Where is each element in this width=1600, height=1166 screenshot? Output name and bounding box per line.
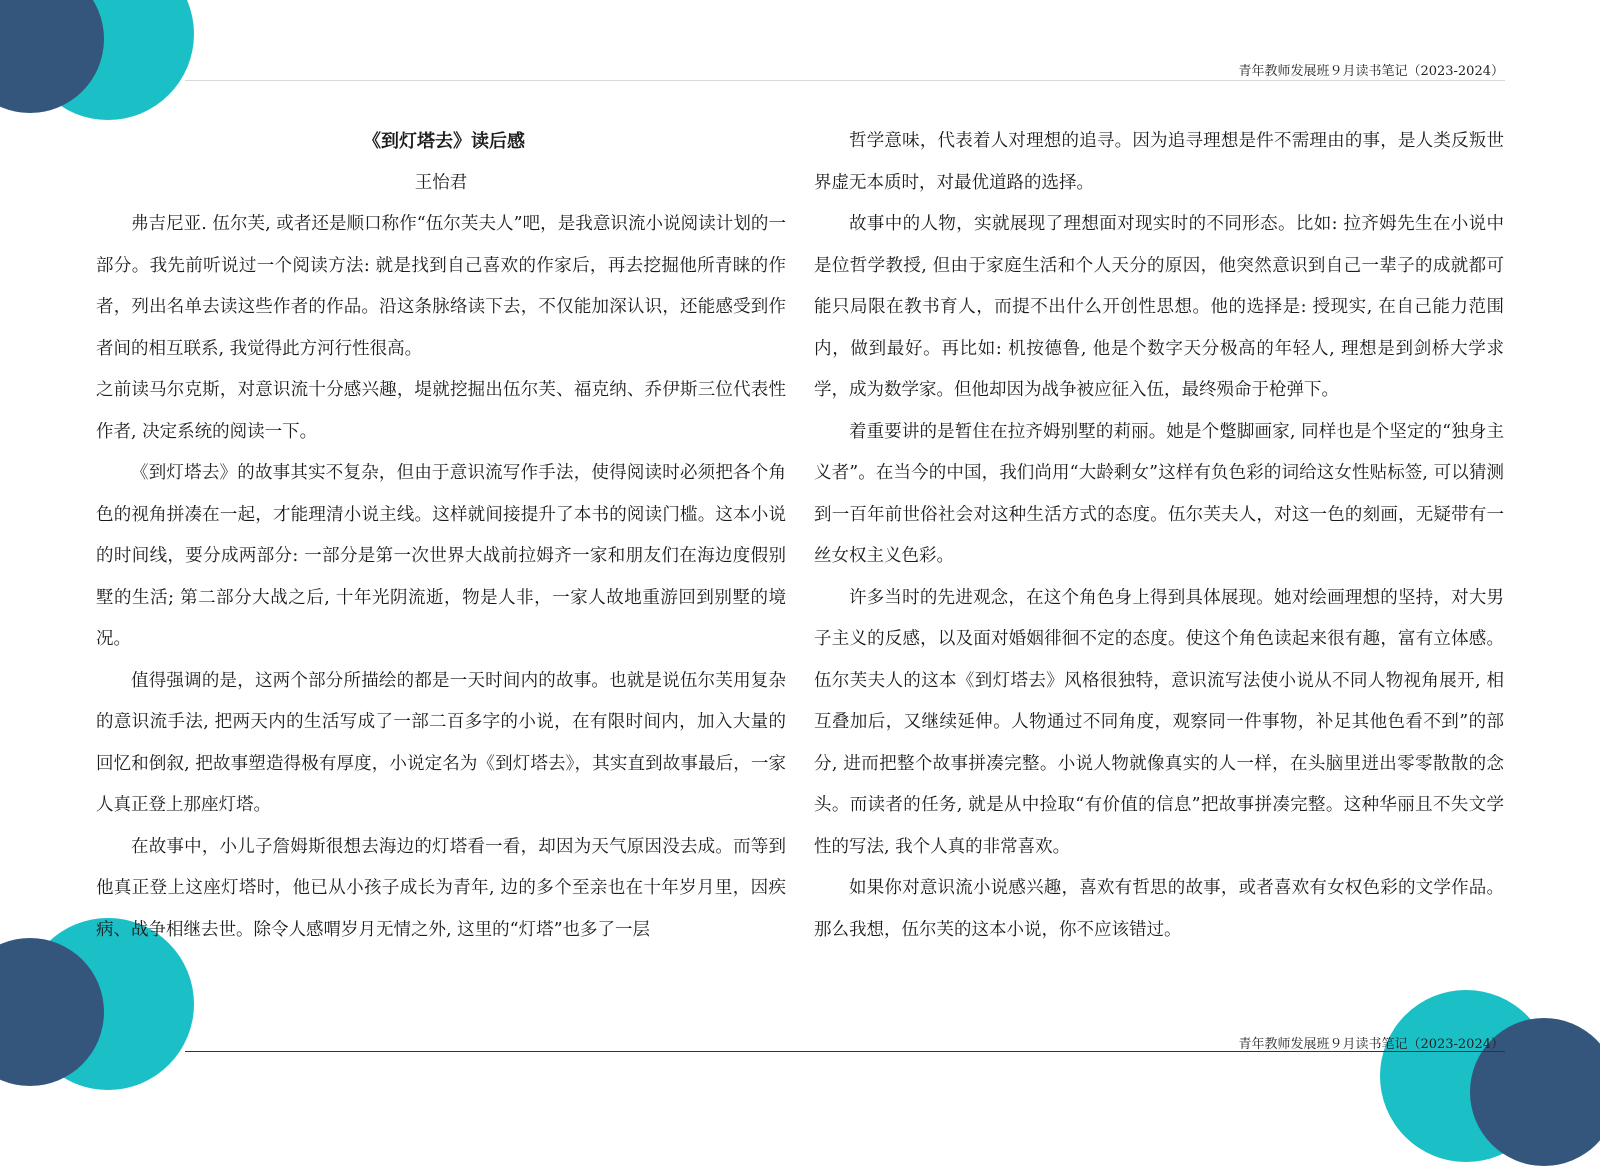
article-title: 《到灯塔去》读后感 (363, 131, 525, 152)
paragraph: 在故事中，小儿子詹姆斯很想去海边的灯塔看一看，却因为天气原因没去成。而等到他真正登上这座灯塔时，他已从小孩子成长为青年, 边的多个至亲也在十年岁月里，因疾病、战争相继去世。除令人感喟岁月无情之外, 这里的“灯塔”也多了一层 (96, 836, 786, 940)
footer-rule (185, 1051, 1505, 1052)
paragraph: 哲学意味，代表着人对理想的追寻。因为追寻理想是件不需理由的事，是人类反叛世界虚无本质时，对最优道路的选择。 (814, 131, 1504, 193)
paragraph: 许多当时的先进观念，在这个角色身上得到具体展现。她对绘画理想的坚持，对大男子主义的反感，以及面对婚姻徘徊不定的态度。使这个角色读起来很有趣，富有立体感。伍尔芙夫人的这本《到灯塔去》风格很独特，意识流写法使小说从不同人物视角展开, 相互叠加后，又继续延伸。人物通过不同角度，观察同一件事物，补足其他色看不到”的部分, 进而把整个故事拼凑完整。小说人物就像真实的人一样，在头脑里迸出零零散散的念头。而读者的任务, 就是从中捡取“有价值的信息”把故事拼凑完整。这种华丽且不失文学性的写法, 我个人真的非常喜欢。 (814, 587, 1504, 857)
page-footer: 青年教师发展班９月读书笔记（2023-2024） (1238, 1037, 1504, 1052)
paragraph: 值得强调的是，这两个部分所描绘的都是一天时间内的故事。也就是说伍尔芙用复杂的意识流手法, 把两天内的生活写成了一部二百多字的小说，在有限时间内，加入大量的回忆和倒叙, 把故事塑造得极有厚度，小说定名为《到灯塔去》，其实直到故事最后，一家人真正登上那座灯塔。 (96, 670, 786, 815)
paragraph: 着重要讲的是暂住在拉齐姆别墅的莉丽。她是个蹩脚画家, 同样也是个坚定的“独身主义者”。在当今的中国，我们尚用“大龄剩女”这样有负色彩的词给这女性贴标签, 可以猜测到一百年前世俗社会对这种生活方式的态度。伍尔芙夫人，对这一色的刻画，无疑带有一丝女权主义色彩。 (814, 421, 1504, 566)
page-header: 青年教师发展班９月读书笔记（2023-2024） (1238, 64, 1504, 79)
paragraph: 如果你对意识流小说感兴趣，喜欢有哲思的故事，或者喜欢有女权色彩的文学作品。那么我想，伍尔芙的这本小说，你不应该错过。 (814, 878, 1504, 940)
right-column (814, 121, 1504, 951)
header-rule (185, 80, 1505, 81)
article-author: 王怡君 (414, 172, 468, 193)
paragraph: 之前读马尔克斯，对意识流十分感兴趣，堤就挖掘出伍尔芙、福克纳、乔伊斯三位代表性作者, 决定系统的阅读一下。 (96, 380, 786, 442)
left-column (96, 121, 786, 951)
paragraph: 《到灯塔去》的故事其实不复杂，但由于意识流写作手法，使得阅读时必须把各个角色的视角拼凑在一起，才能理清小说主线。这样就间接提升了本书的阅读门槛。这本小说的时间线，要分成两部分: 一部分是第一次世界大战前拉姆齐一家和朋友们在海边度假别墅的生活; 第二部分大战之后, 十年光阴流逝，物是人非，一家人故地重游回到别墅的境况。 (96, 463, 786, 649)
paragraph: 弗吉尼亚. 伍尔芙, 或者还是顺口称作“伍尔芙夫人”吧，是我意识流小说阅读计划的一部分。我先前听说过一个阅读方法: 就是找到自己喜欢的作家后，再去挖掘他所青睐的作者，列出名单去读这些作者的作品。沿这条脉络读下去，不仅能加深认识，还能感受到作者间的相互联系, 我觉得此方河行性很高。 (96, 214, 786, 359)
paragraph: 故事中的人物，实就展现了理想面对现实时的不同形态。比如: 拉齐姆先生在小说中是位哲学教授, 但由于家庭生活和个人天分的原因，他突然意识到自己一辈子的成就都可能只局限在教书育人，而提不出什么开创性思想。他的选择是: 授现实, 在自己能力范围内，做到最好。再比如: 机按德鲁, 他是个数字天分极高的年轻人, 理想是到剑桥大学求学，成为数学家。但他却因为战争被应征入伍，最终殒命于枪弹下。 (814, 214, 1504, 400)
